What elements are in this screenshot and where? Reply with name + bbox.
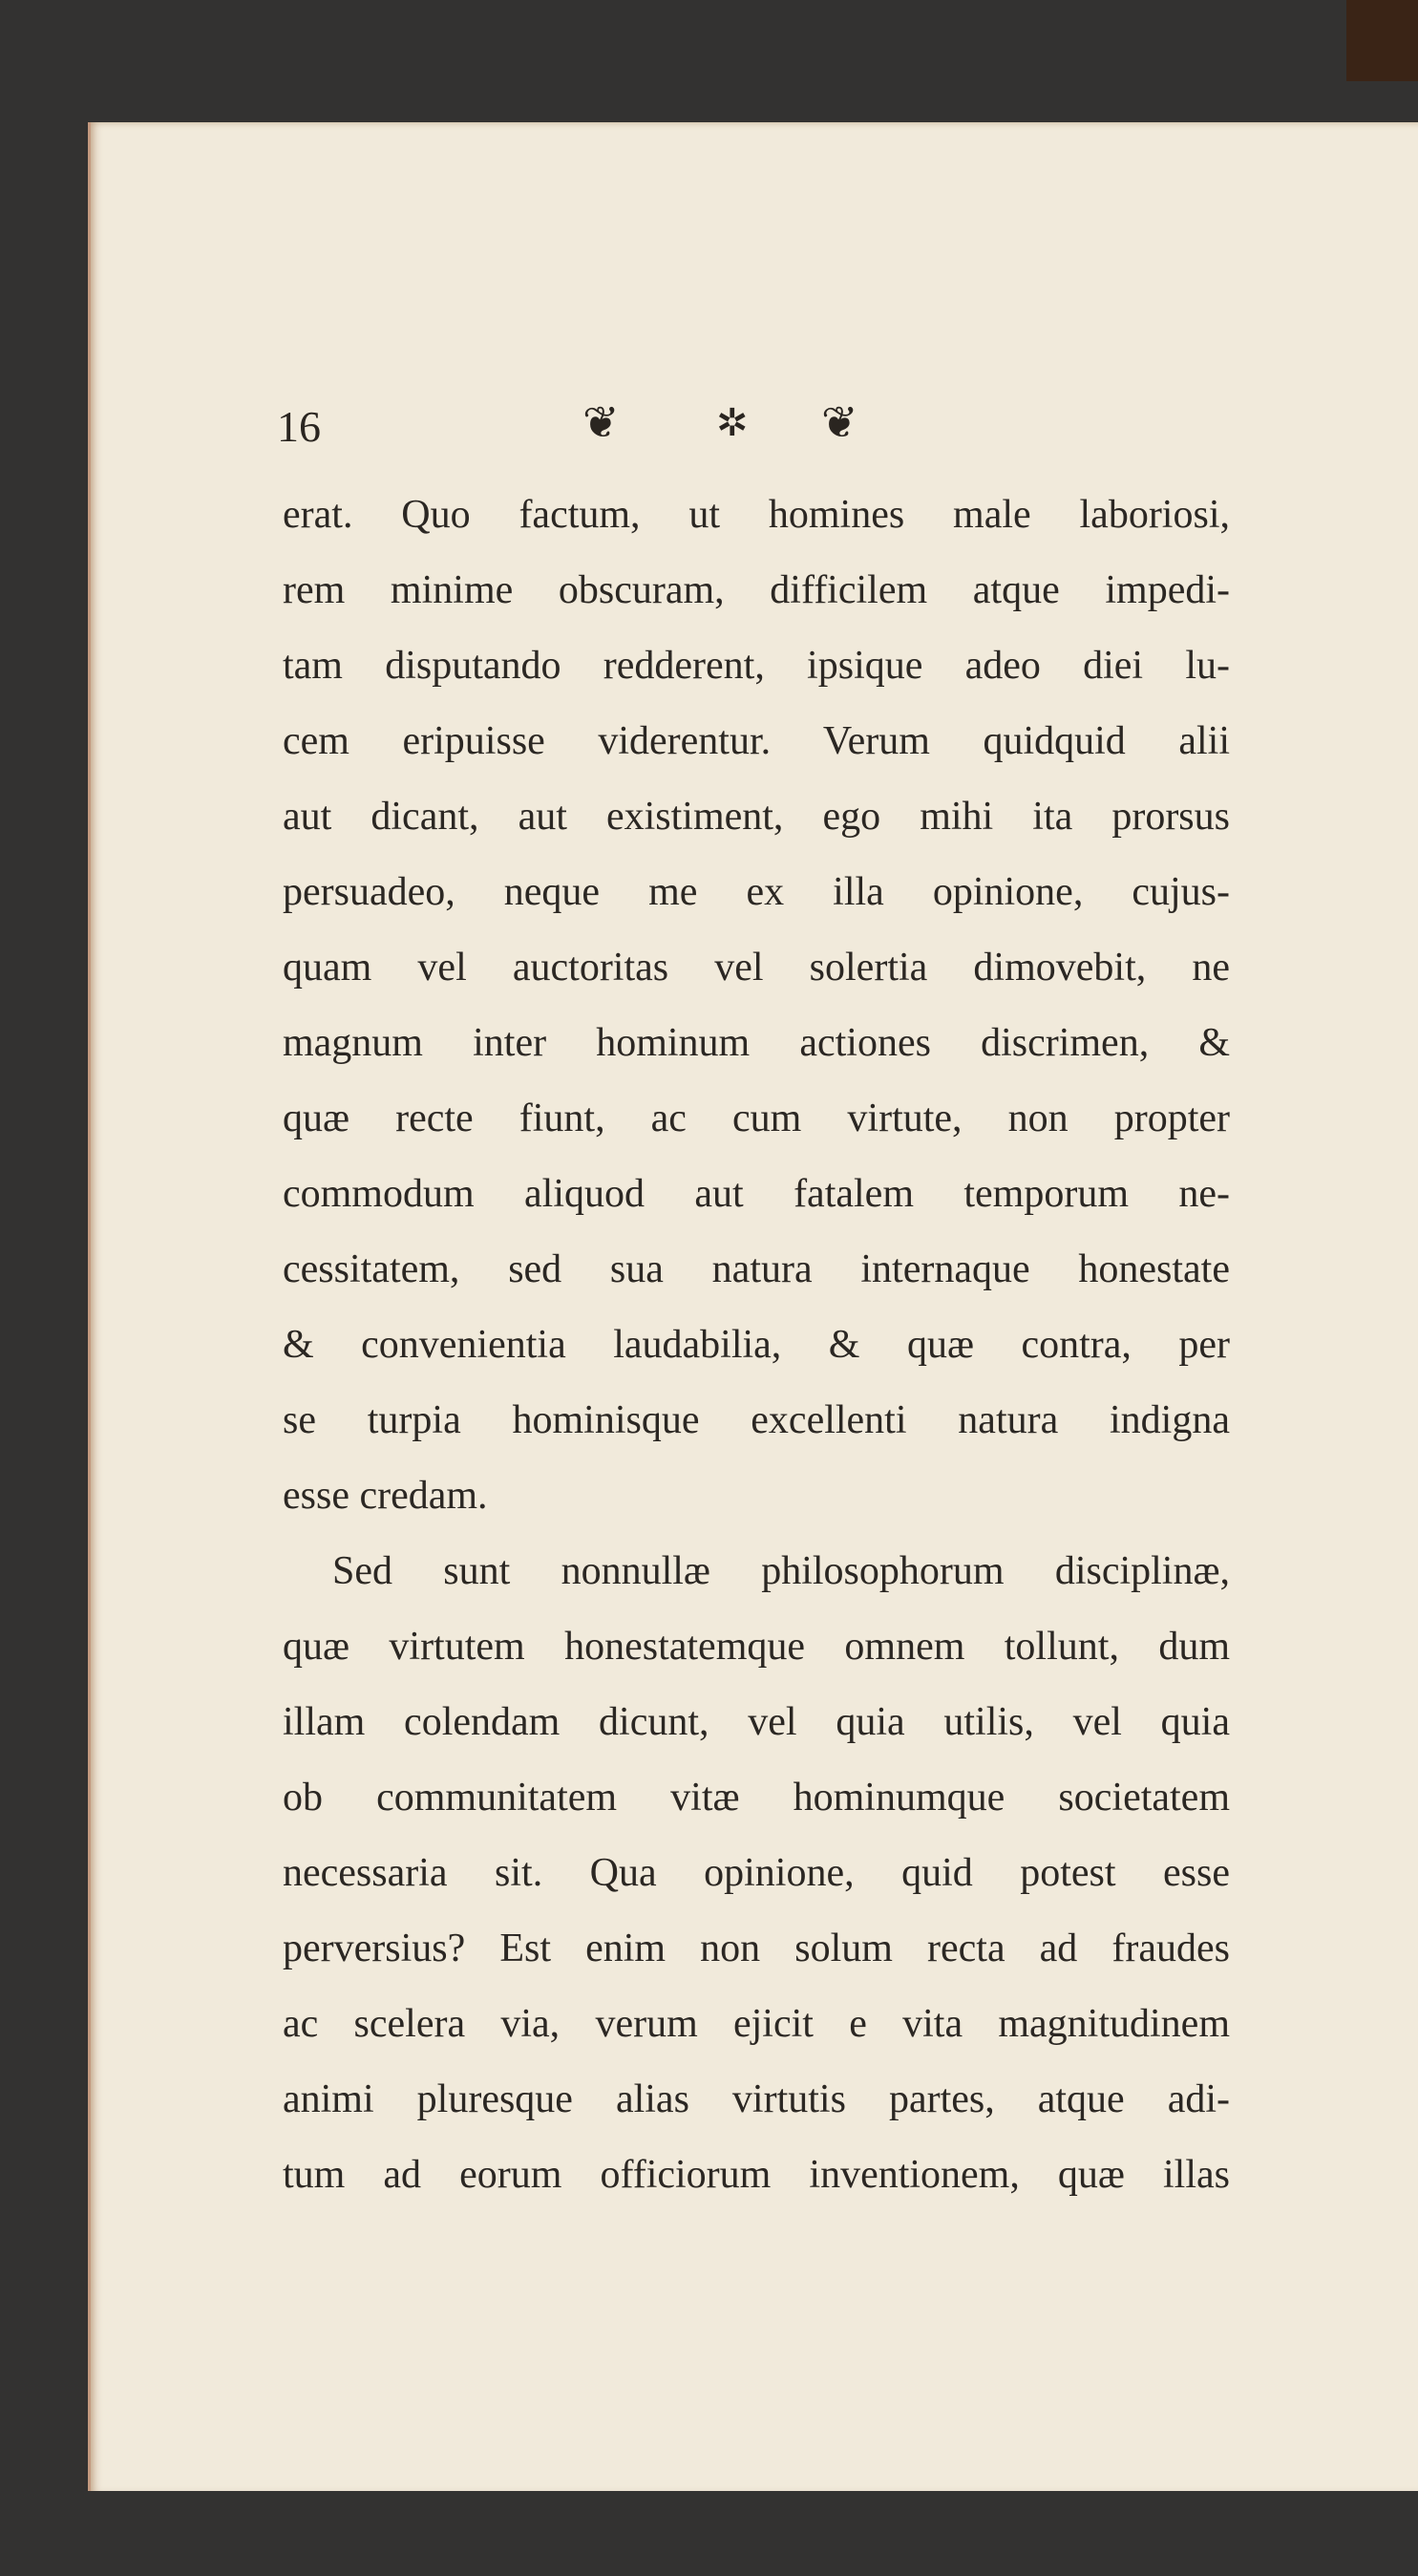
text-line: quæ virtutem honestatemque omnem tollunt, dum bbox=[283, 1625, 1230, 1669]
ornament-right-icon: ❦ bbox=[821, 398, 858, 447]
page-number: 16 bbox=[277, 402, 321, 451]
page-header bbox=[277, 396, 1232, 463]
text-line: rem minime obscuram, difficilem atque impedi- bbox=[283, 568, 1230, 612]
text-line: erat. Quo factum, ut homines male laboriosi, bbox=[283, 493, 1230, 537]
text-line: ob communitatem vitæ hominumque societatem bbox=[283, 1776, 1230, 1820]
text-line: aut dicant, aut existiment, ego mihi ita prorsus bbox=[283, 795, 1230, 839]
text-line: esse credam. bbox=[283, 1474, 488, 1518]
text-line: quam vel auctoritas vel solertia dimovebit, ne bbox=[283, 946, 1230, 990]
background-corner bbox=[1346, 0, 1418, 81]
text-line: necessaria sit. Qua opinione, quid potest esse bbox=[283, 1851, 1230, 1895]
ornament-star-icon: ✲ bbox=[716, 401, 749, 444]
text-line: cessitatem, sed sua natura internaque honestate bbox=[283, 1247, 1230, 1291]
text-line: tam disputando redderent, ipsique adeo diei lu- bbox=[283, 644, 1230, 688]
text-line: animi pluresque alias virtutis partes, atque adi- bbox=[283, 2077, 1230, 2121]
text-line: quæ recte fiunt, ac cum virtute, non propter bbox=[283, 1096, 1230, 1140]
text-line: persuadeo, neque me ex illa opinione, cujus- bbox=[283, 870, 1230, 914]
text-line: cem eripuisse viderentur. Verum quidquid alii bbox=[283, 719, 1230, 763]
text-line: Sed sunt nonnullæ philosophorum disciplinæ, bbox=[332, 1549, 1230, 1593]
page-body-text bbox=[283, 478, 1230, 2213]
text-line: & convenientia laudabilia, & quæ contra, per bbox=[283, 1323, 1230, 1367]
ornament-left-icon: ❦ bbox=[582, 398, 620, 447]
text-line: tum ad eorum officiorum inventionem, quæ illas bbox=[283, 2153, 1230, 2197]
text-line: se turpia hominisque excellenti natura indigna bbox=[283, 1398, 1230, 1442]
text-line: illam colendam dicunt, vel quia utilis, vel quia bbox=[283, 1700, 1230, 1744]
text-line: perversius? Est enim non solum recta ad fraudes bbox=[283, 1927, 1230, 1970]
text-line: magnum inter hominum actiones discrimen, & bbox=[283, 1021, 1230, 1065]
text-line: commodum aliquod aut fatalem temporum ne- bbox=[283, 1172, 1230, 1216]
text-line: ac scelera via, verum ejicit e vita magnitudinem bbox=[283, 2002, 1230, 2046]
